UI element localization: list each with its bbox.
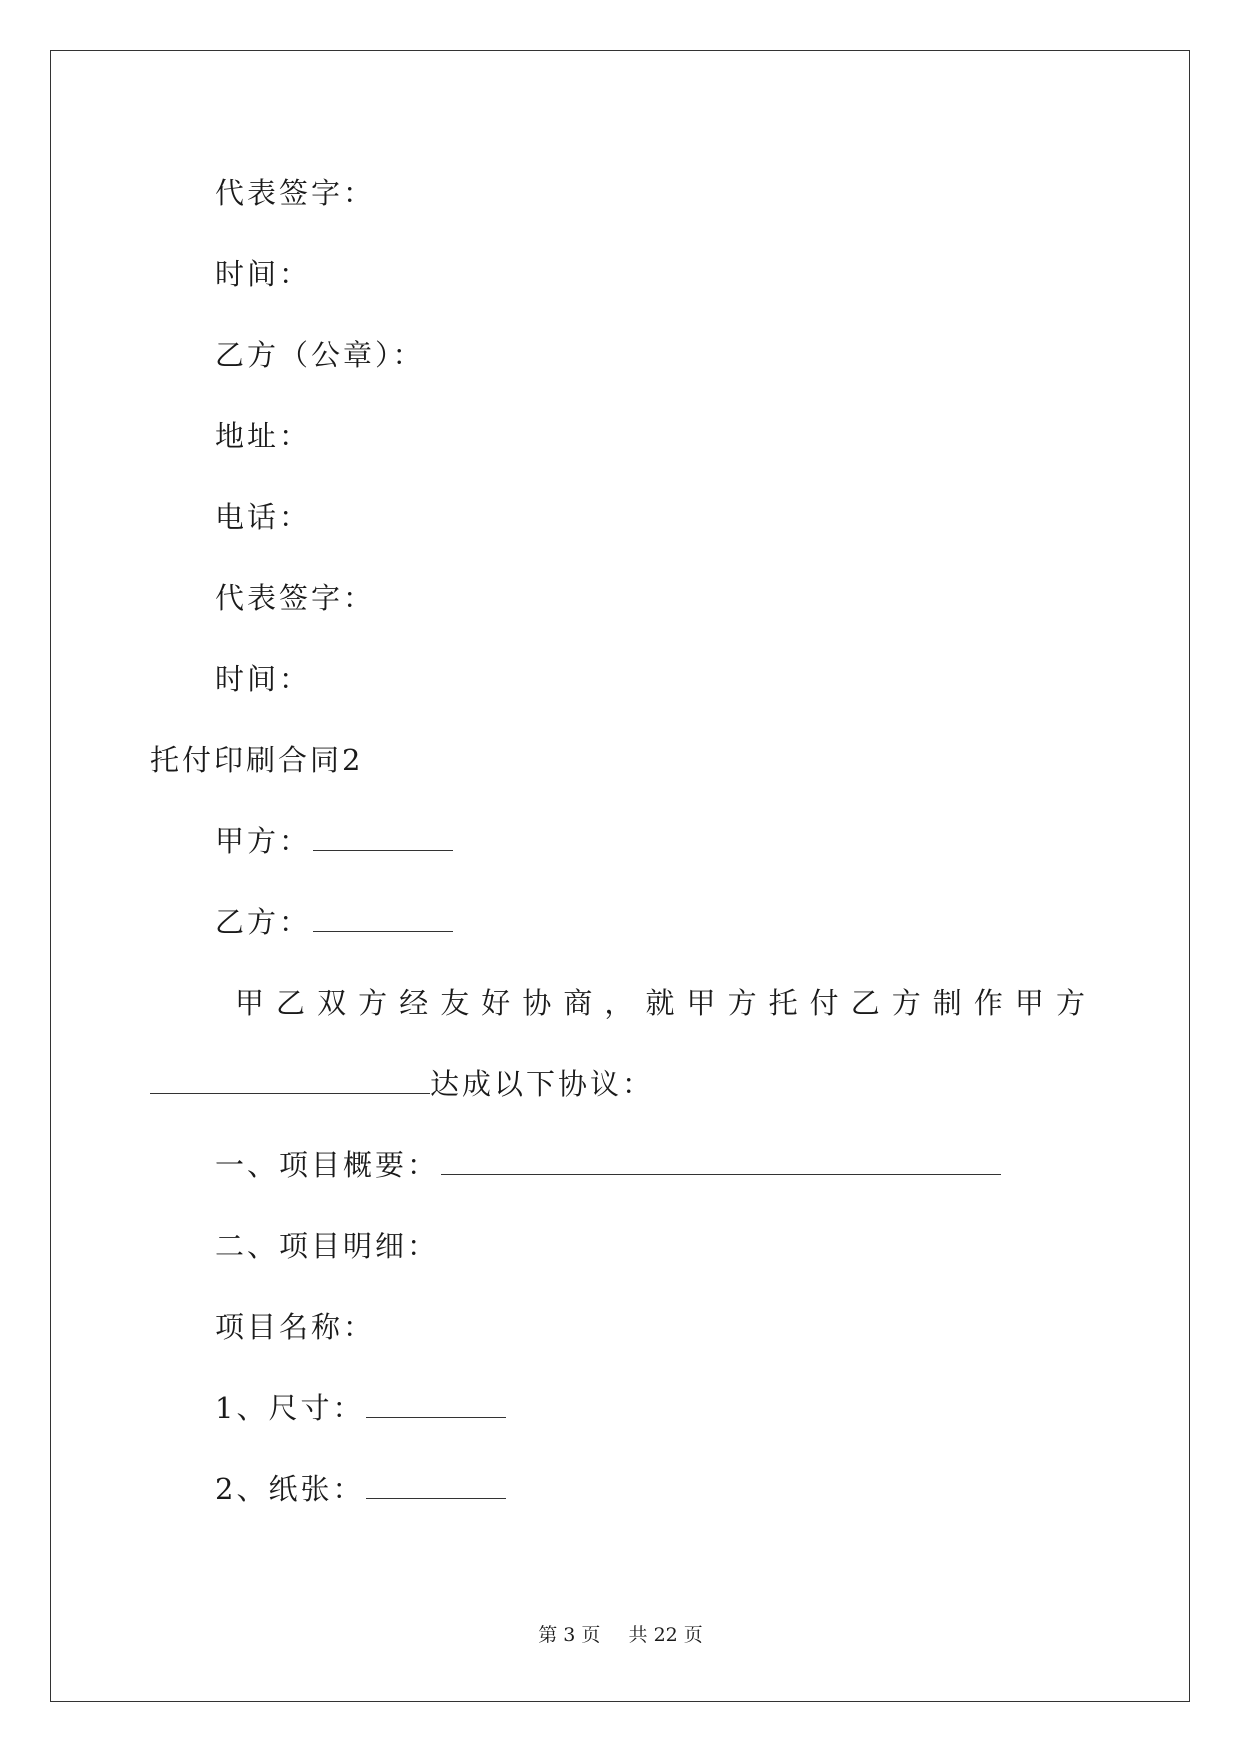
intro-char: 就 bbox=[645, 986, 675, 1020]
blank-paper bbox=[366, 1497, 506, 1499]
blank-party-b bbox=[313, 930, 453, 932]
intro-char: ， bbox=[604, 986, 634, 1020]
intro-line-end: 达成以下协议： bbox=[150, 1064, 654, 1104]
intro-char: 乙 bbox=[276, 986, 306, 1020]
line-size: 1、尺寸： bbox=[215, 1388, 506, 1428]
intro-char: 方 bbox=[358, 986, 388, 1020]
intro-char: 方 bbox=[891, 986, 921, 1020]
intro-char: 好 bbox=[481, 986, 511, 1020]
intro-line bbox=[235, 983, 1085, 1023]
intro-char: 制 bbox=[932, 986, 962, 1020]
intro-char: 托 bbox=[768, 986, 798, 1020]
intro-char: 商 bbox=[563, 986, 593, 1020]
intro-char: 付 bbox=[809, 986, 839, 1020]
intro-char: 方 bbox=[727, 986, 757, 1020]
blank-project-summary bbox=[441, 1173, 1001, 1175]
line-item-2: 二、项目明细： bbox=[215, 1229, 440, 1263]
intro-char: 甲 bbox=[235, 986, 265, 1020]
line-phone: 电话： bbox=[215, 500, 312, 534]
intro-char: 甲 bbox=[686, 986, 716, 1020]
line-time-2: 时间： bbox=[215, 662, 312, 696]
page-footer bbox=[0, 1622, 1241, 1648]
line-address: 地址： bbox=[215, 419, 312, 453]
line-signature-1: 代表签字： bbox=[215, 176, 376, 210]
page-total: 共 22 页 bbox=[628, 1624, 703, 1646]
intro-char: 双 bbox=[317, 986, 347, 1020]
line-paper: 2、纸张： bbox=[215, 1469, 506, 1509]
intro-char: 协 bbox=[522, 986, 552, 1020]
line-party-b: 乙方： bbox=[215, 902, 453, 942]
line-signature-2: 代表签字： bbox=[215, 581, 376, 615]
line-time-1: 时间： bbox=[215, 257, 312, 291]
line-item-1: 一、项目概要： bbox=[215, 1145, 1001, 1185]
intro-char: 经 bbox=[399, 986, 429, 1020]
page-border bbox=[50, 50, 1190, 1702]
intro-char: 乙 bbox=[850, 986, 880, 1020]
intro-char: 作 bbox=[973, 986, 1003, 1020]
line-party-a: 甲方： bbox=[215, 821, 453, 861]
page-number: 第 3 页 bbox=[538, 1624, 601, 1646]
line-item-name: 项目名称： bbox=[215, 1310, 376, 1344]
blank-size bbox=[366, 1416, 506, 1418]
intro-char: 友 bbox=[440, 986, 470, 1020]
blank-project-subject bbox=[150, 1092, 430, 1094]
intro-char: 甲 bbox=[1014, 986, 1044, 1020]
intro-char: 方 bbox=[1055, 986, 1085, 1020]
section-title: 托付印刷合同2 bbox=[150, 743, 364, 777]
line-party-b-seal: 乙方（公章）： bbox=[215, 338, 425, 372]
blank-party-a bbox=[313, 849, 453, 851]
